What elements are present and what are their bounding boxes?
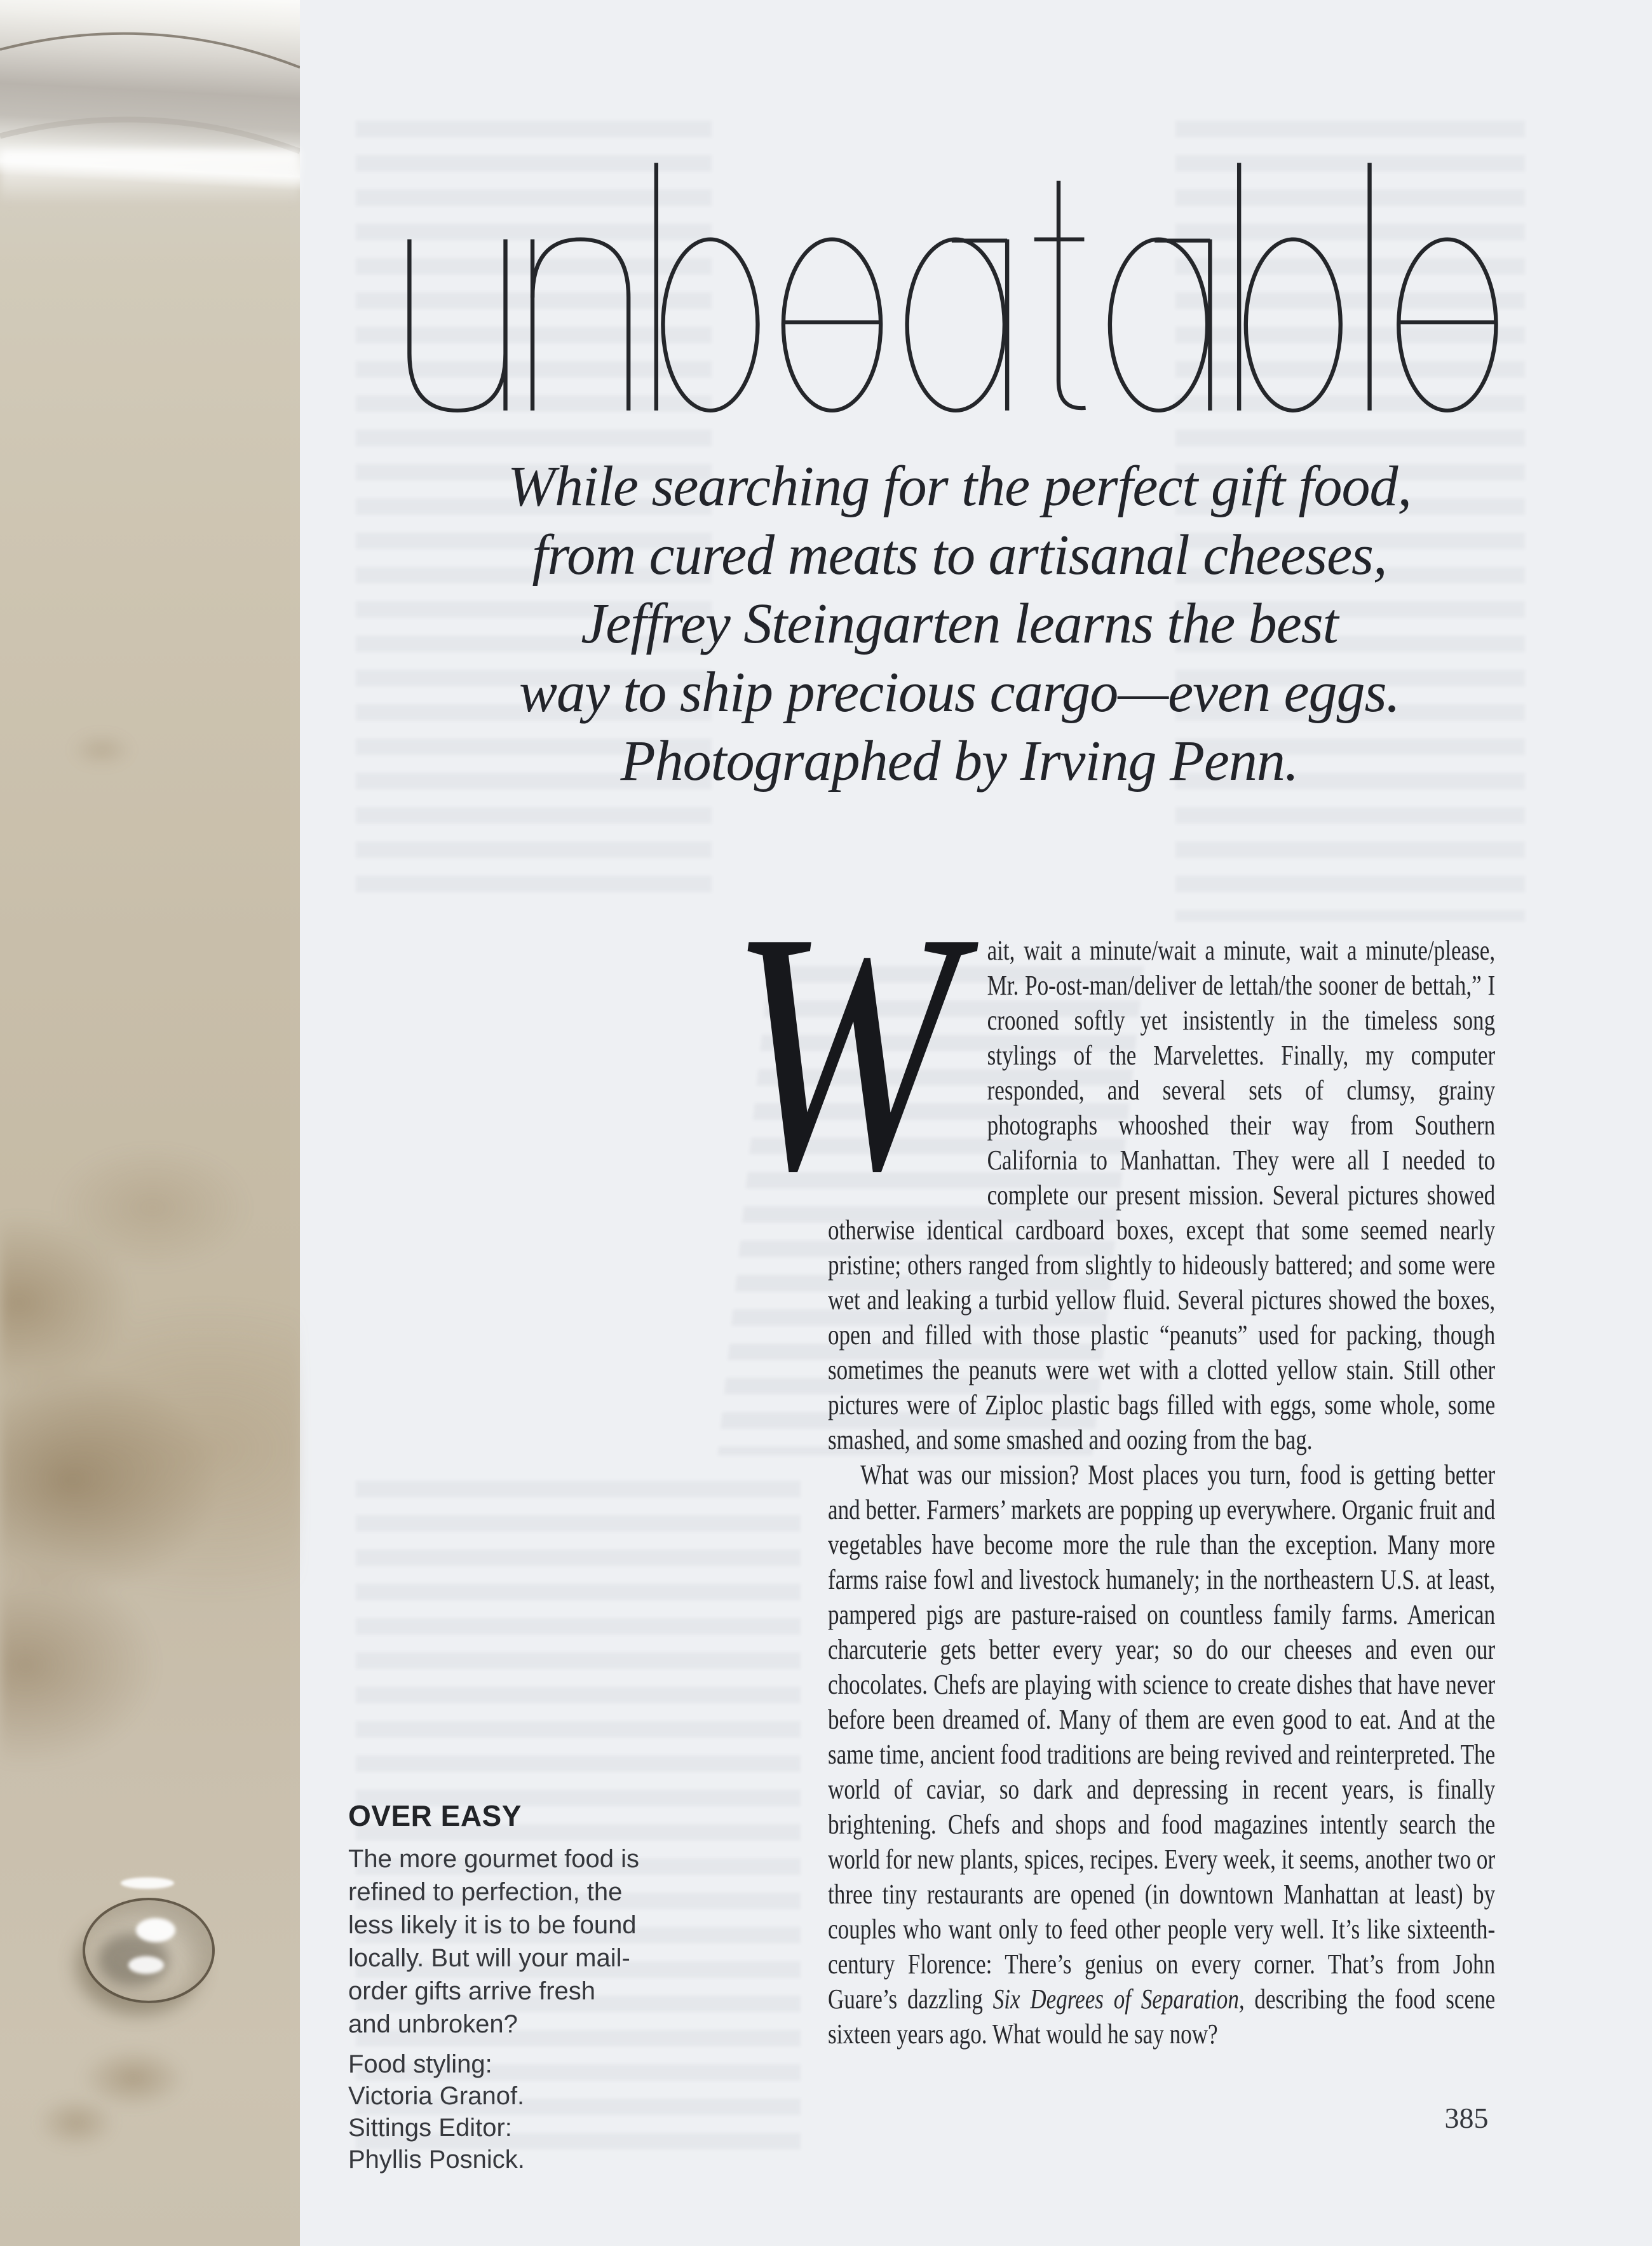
sidebar-heading: OVER EASY — [348, 1799, 522, 1832]
credit-line: Victoria Granof. — [348, 2081, 525, 2110]
book-title: Six Degrees of Separation, — [992, 1984, 1245, 2015]
article-body — [729, 861, 1496, 2052]
sidebar-body: The more gourmet food is refined to perfection, the less likely it is to be found locally. But will your mail-order gifts arrive fresh and unbroken? — [348, 1844, 639, 2038]
paragraph-text: What was our mission? Most places you turn, food is getting better and better. Farmers’ markets are popping up everywhere. Organic fruit and vegetables have become more the rule than the exception. Many more farms raise fowl and livestock humanely; in the northeastern U.S. at least, pampered pigs are pasture-raised on countless family farms. American charcuterie gets better every year; so do our cheeses and even our chocolates. Chefs are playing with science to create dishes that have never before been dreamed of. Many of them are even good to eat. And at the same time, ancient food traditions are being revived and reinterpreted. The world of caviar, so dark and depressing in recent years, is finally brightening. Chefs and shops and food magazines intently search the world for new plants, spices, recipes. Every week, it seems, another two or three tiny restaurants are opened (in downtown Manhattan at least) by couples who want only to feed other people very well. It’s like sixteenth-century Florence: There’s genius on every corner. That’s from John Guare’s dazzling — [828, 1459, 1496, 2015]
droplet-top-highlight — [121, 1877, 174, 1889]
paragraph — [729, 861, 1496, 1457]
dek-line: from cured meats to artisanal cheeses, — [532, 524, 1387, 587]
water-droplet — [83, 1898, 215, 2003]
credit-line: Phyllis Posnick. — [348, 2145, 525, 2174]
plate-highlight — [0, 150, 300, 205]
paragraph — [828, 1457, 1495, 2052]
plate-photograph — [0, 0, 300, 2246]
credit-line: Food styling: — [348, 2050, 492, 2078]
drop-cap: W — [729, 861, 951, 1241]
droplet-highlight — [136, 1918, 175, 1942]
headline-art — [405, 160, 1501, 413]
sidebar-credits — [348, 2048, 642, 2175]
dek-line: way to ship precious cargo—even eggs. — [518, 661, 1400, 724]
credit-line: Sittings Editor: — [348, 2113, 512, 2142]
dek-line: Photographed by Irving Penn. — [620, 730, 1299, 793]
paragraph-text: ait, wait a minute/wait a minute, wait a minute/please, Mr. Po-ost-man/deliver de lettah/the sooner de bettah,” I crooned softly yet insistently in the timeless song stylings of the Marvelettes. Finally, my computer responded, and several sets of clumsy, grainy photographs whooshed their way from Southern California to Manhattan. They were all I needed to complete our present mission. Several pictures showed otherwise identical cardboard boxes, except that some seemed nearly pristine; others ranged from slightly to hideously battered; and some were wet and leaking a turbid yellow fluid. Several pictures showed the boxes, open and filled with those plastic “peanuts” used for packing, though sometimes the peanuts were wet with a clotted yellow stain. Still other pictures were of Ziploc plastic bags filled with eggs, some whole, some smashed, and some smashed and oozing from the bag. — [828, 935, 1496, 1455]
paragraph-text: describing the food scene sixteen years ago. What would he say now? — [828, 1984, 1496, 2050]
dek — [394, 453, 1525, 796]
dek-line: While searching for the perfect gift food, — [508, 455, 1411, 518]
page-number: 385 — [1444, 2102, 1489, 2134]
sidebar-caption — [348, 1800, 642, 2175]
dek-line: Jeffrey Steingarten learns the best — [581, 592, 1338, 655]
headline — [405, 160, 1501, 413]
